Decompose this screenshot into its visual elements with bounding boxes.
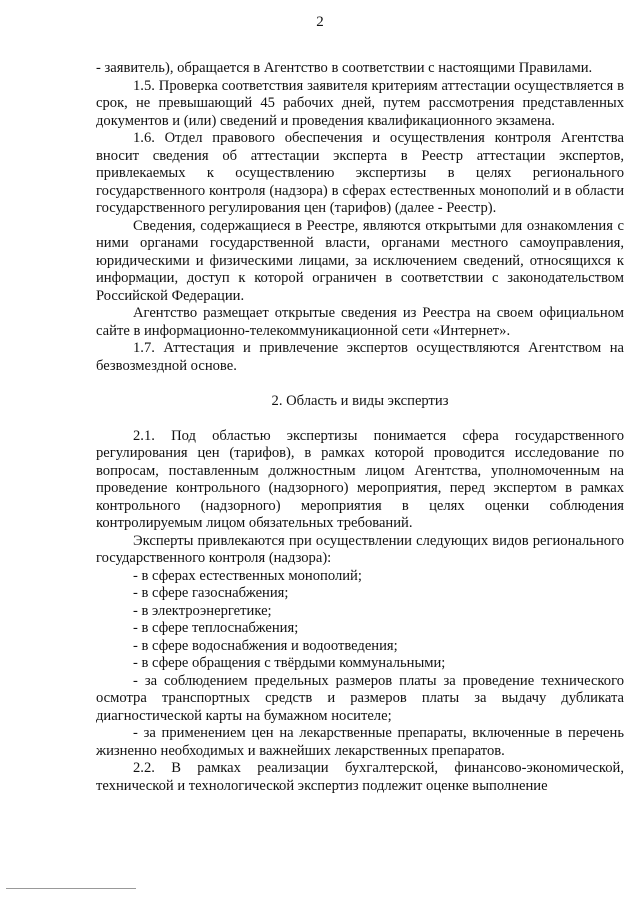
list-item: - за соблюдением предельных размеров платы за проведение технического осмотра транспортных средств и размеров платы за выдачу дубликата диагностической карты на бумажном носителе; bbox=[96, 672, 624, 724]
list-item: - в сфере теплоснабжения; bbox=[133, 620, 299, 636]
footer-rule bbox=[6, 888, 136, 889]
page-number: 2 bbox=[316, 14, 324, 30]
list-item: - за применением цен на лекарственные препараты, включенные в перечень жизненно необходимых и важнейших лекарственных препаратов. bbox=[96, 725, 624, 759]
paragraph: 2.2. В рамках реализации бухгалтерской, финансово-экономической, технической и технологической экспертиз подлежит оценке выполнение bbox=[96, 760, 624, 794]
paragraph: Агентство размещает открытые сведения из Реестра на своем официальном сайте в информационно-телекоммуникационной сети «Интернет». bbox=[96, 305, 624, 339]
paragraph: 1.7. Аттестация и привлечение экспертов осуществляются Агентством на безвозмездной основе. bbox=[96, 340, 624, 374]
list-item: - в сфере газоснабжения; bbox=[133, 585, 289, 601]
paragraph: Эксперты привлекаются при осуществлении следующих видов регионального государственного контроля (надзора): bbox=[96, 532, 624, 566]
paragraph: 1.6. Отдел правового обеспечения и осуществления контроля Агентства вносит сведения об аттестации эксперта в Реестр аттестации экспертов, привлекаемых к осуществлению экспертизы в целях регионального государственного контроля (надзора) в сферах естественных монополий и в области государственного регулирования цен (тарифов) (далее - Реестр). bbox=[96, 130, 624, 216]
paragraph: 2.1. Под областью экспертизы понимается сфера государственного регулирования цен (тарифов), в рамках которой проводится исследование по вопросам, поставленным должностным лицом Агентства, уполномоченным на проведение контрольного (надзорного) мероприятия, перед экспертом в рамках контрольного (надзорного) мероприятия в целях оценки соблюдения контролируемым лицом обязательных требований. bbox=[96, 427, 624, 531]
section-heading: 2. Область и виды экспертиз bbox=[271, 392, 449, 409]
paragraph: 1.5. Проверка соответствия заявителя критериям аттестации осуществляется в срок, не превышающий 45 рабочих дней, путем рассмотрения представленных документов и (или) сведений и проведения квалификационного экзамена. bbox=[96, 77, 624, 129]
paragraph: - заявитель), обращается в Агентство в соответствии с настоящими Правилами. bbox=[96, 60, 593, 76]
paragraph: Сведения, содержащиеся в Реестре, являются открытыми для ознакомления с ними органами государственной власти, органами местного самоуправления, юридическими и физическими лицами, за исключением сведений, относящихся к информации, доступ к которой ограничен в соответствии с законодательством Российской Федерации. bbox=[96, 217, 624, 304]
list-item: - в электроэнергетике; bbox=[133, 602, 272, 619]
document-body bbox=[96, 60, 624, 795]
list-item: - в сферах естественных монополий; bbox=[133, 567, 362, 584]
list-item: - в сфере водоснабжения и водоотведения; bbox=[133, 637, 398, 654]
list-item: - в сфере обращения с твёрдыми коммунальными; bbox=[133, 655, 446, 671]
